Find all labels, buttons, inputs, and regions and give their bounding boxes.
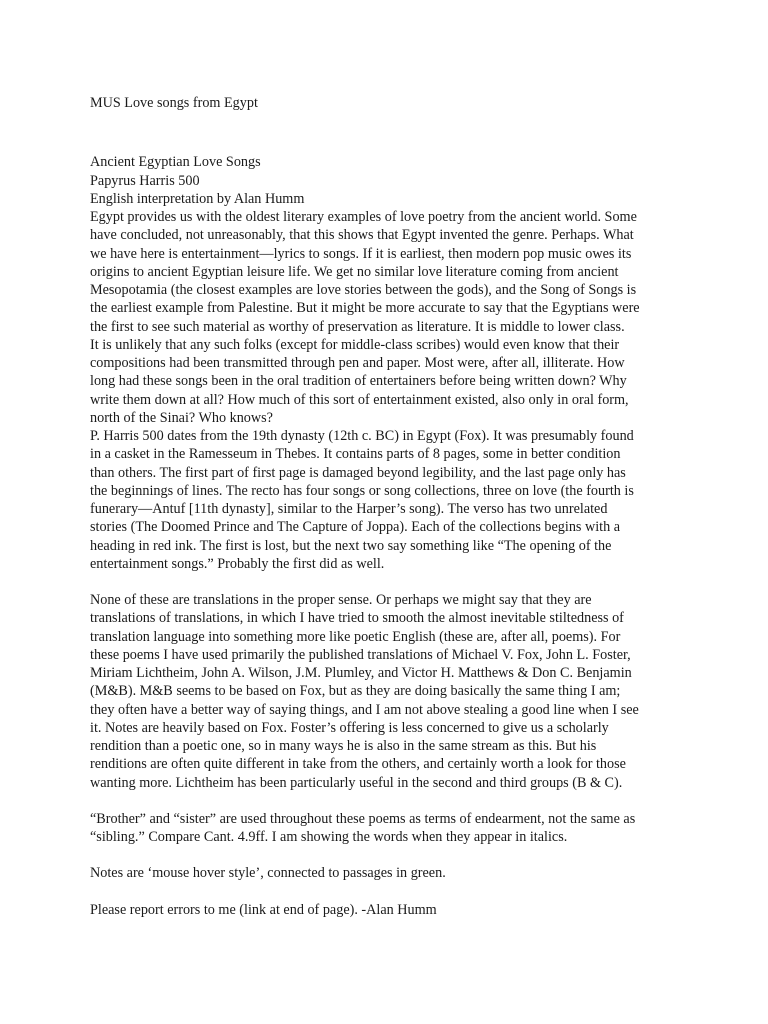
document-heading — [90, 153, 750, 208]
text-line: translation language into something more like poetic English (these are, after all, poems). For — [90, 628, 621, 645]
text-line: have concluded, not unreasonably, that this shows that Egypt invented the genre. Perhaps. What — [90, 227, 634, 244]
text-line: “sibling.” Compare Cant. 4.9ff. I am showing the words when they appear in italics. — [90, 829, 568, 845]
text-line: than others. The first part of first page is damaged beyond legibility, and the last page only has — [90, 464, 626, 481]
text-line: Mesopotamia (the closest examples are love stories between the gods), and the Song of Songs is — [90, 282, 637, 298]
text-line: Please report errors to me (link at end of page). -Alan Humm — [90, 901, 437, 918]
text-line: “Brother” and “sister” are used throughout these poems as terms of endearment, not the same as — [90, 810, 636, 827]
text-line: Miriam Lichtheim, John A. Wilson, J.M. Plumley, and Victor H. Matthews & Don C. Benjamin — [90, 665, 632, 681]
text-line: P. Harris 500 dates from the 19th dynasty (12th c. BC) in Egypt (Fox). It was presumably found — [90, 428, 634, 444]
heading-line: Ancient Egyptian Love Songs — [90, 154, 261, 171]
text-line: long had these songs been in the oral tradition of entertainers before being written down? Why — [90, 373, 627, 390]
terms-paragraph — [90, 810, 750, 847]
text-line: rendition than a poetic one, so in many ways he is also in the same stream as this. But his — [90, 738, 597, 754]
text-line: write them down at all? How much of this sort of entertainment existed, also only in oral form, — [90, 391, 629, 408]
text-line: the first to see such material as worthy of preservation as literature. It is middle to lower class. — [90, 318, 625, 335]
text-line: renditions are often quite different in take from the others, and certainly worth a look for those — [90, 756, 626, 773]
text-line: the beginnings of lines. The recto has four songs or song collections, three on love (the fourth is — [90, 482, 634, 499]
errors-paragraph — [90, 901, 750, 919]
text-line: Egypt provides us with the oldest literary examples of love poetry from the ancient world. Some — [90, 209, 637, 225]
text-line: (M&B). M&B seems to be based on Fox, but as they are doing basically the same thing I am; — [90, 683, 621, 700]
text-line: compositions had been transmitted through pen and paper. Most were, after all, illiterate. How — [90, 355, 625, 371]
text-line: we have here is entertainment—lyrics to songs. If it is earliest, then modern pop music owes its — [90, 245, 632, 262]
text-line: they often have a better way of saying things, and I am not above stealing a good line when I see — [90, 701, 639, 718]
heading-line: English interpretation by Alan Humm — [90, 190, 305, 207]
text-line: translations of translations, in which I have tried to smooth the almost inevitable stiltedness of — [90, 610, 624, 627]
text-line: origins to ancient Egyptian leisure life. We get no similar love literature coming from ancient — [90, 263, 619, 280]
document-title: MUS Love songs from Egypt — [90, 95, 258, 111]
text-line: heading in red ink. The first is lost, but the next two say something like “The opening of the — [90, 537, 612, 554]
text-line: in a casket in the Ramesseum in Thebes. It contains parts of 8 pages, some in better condition — [90, 446, 621, 463]
document-page — [90, 94, 750, 937]
text-line: It is unlikely that any such folks (except for middle-class scribes) would even know that their — [90, 336, 620, 353]
intro-paragraph — [90, 208, 750, 427]
text-line: these poems I have used primarily the published translations of Michael V. Fox, John L. Foster, — [90, 646, 631, 663]
text-line: the earliest example from Palestine. But it might be more accurate to say that the Egyptians were — [90, 300, 640, 317]
translations-paragraph — [90, 591, 750, 792]
text-line: stories (The Doomed Prince and The Capture of Joppa). Each of the collections begins with a — [90, 519, 621, 536]
text-line: it. Notes are heavily based on Fox. Foster’s offering is less concerned to give us a scholarly — [90, 719, 609, 736]
text-line: north of the Sinai? Who knows? — [90, 409, 273, 426]
text-line: Notes are ‘mouse hover style’, connected to passages in green. — [90, 865, 446, 882]
notes-paragraph — [90, 864, 750, 882]
text-line: entertainment songs.” Probably the first did as well. — [90, 555, 385, 572]
heading-line: Papyrus Harris 500 — [90, 172, 200, 189]
text-line: funerary—Antuf [11th dynasty], similar to the Harper’s song). The verso has two unrelated — [90, 501, 608, 517]
papyrus-paragraph — [90, 427, 750, 573]
text-line: wanting more. Lichtheim has been particularly useful in the second and third groups (B & C). — [90, 774, 623, 791]
text-line: None of these are translations in the proper sense. Or perhaps we might say that they are — [90, 592, 592, 608]
